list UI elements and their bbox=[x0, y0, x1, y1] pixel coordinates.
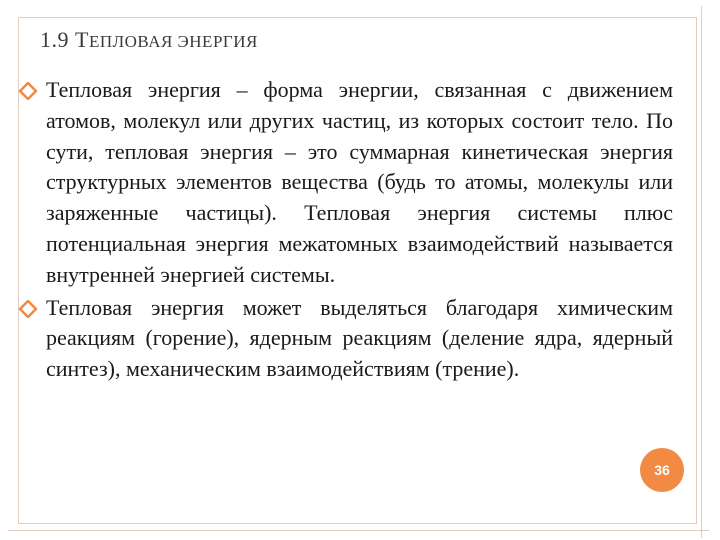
bullet-list bbox=[46, 75, 673, 387]
title-rest: ЕПЛОВАЯ ЭНЕРГИЯ bbox=[88, 32, 258, 51]
frame-line-right bbox=[701, 6, 702, 538]
slide-title bbox=[40, 27, 258, 53]
title-number: 1.9 bbox=[40, 27, 69, 52]
bullet-text: Тепловая энергия может выделяться благодаря химическим реакциям (горение), ядерным реакциям (деление ядра, ядерный синтез), механическим взаимодействиям (трение). bbox=[46, 294, 673, 382]
bullet-item bbox=[46, 293, 673, 385]
bullet-item bbox=[46, 75, 673, 291]
orange-hollow-diamond-icon bbox=[19, 82, 37, 100]
page-number-badge: 36 bbox=[640, 448, 684, 492]
orange-hollow-diamond-icon bbox=[19, 300, 37, 318]
frame-line-bottom bbox=[8, 530, 709, 531]
title-first-letter: Т bbox=[75, 27, 89, 52]
bullet-text: Тепловая энергия – форма энергии, связанная с движением атомов, молекул или других частиц, из которых состоит тело. По сути, тепловая энергия – это суммарная кинетическая энергия структурных элементов вещества (будь то атомы, молекулы или заряженные частицы). Тепловая энергия системы плюс потенциальная энергия межатомных взаимодействий называется внутренней энергией системы. bbox=[46, 77, 673, 287]
